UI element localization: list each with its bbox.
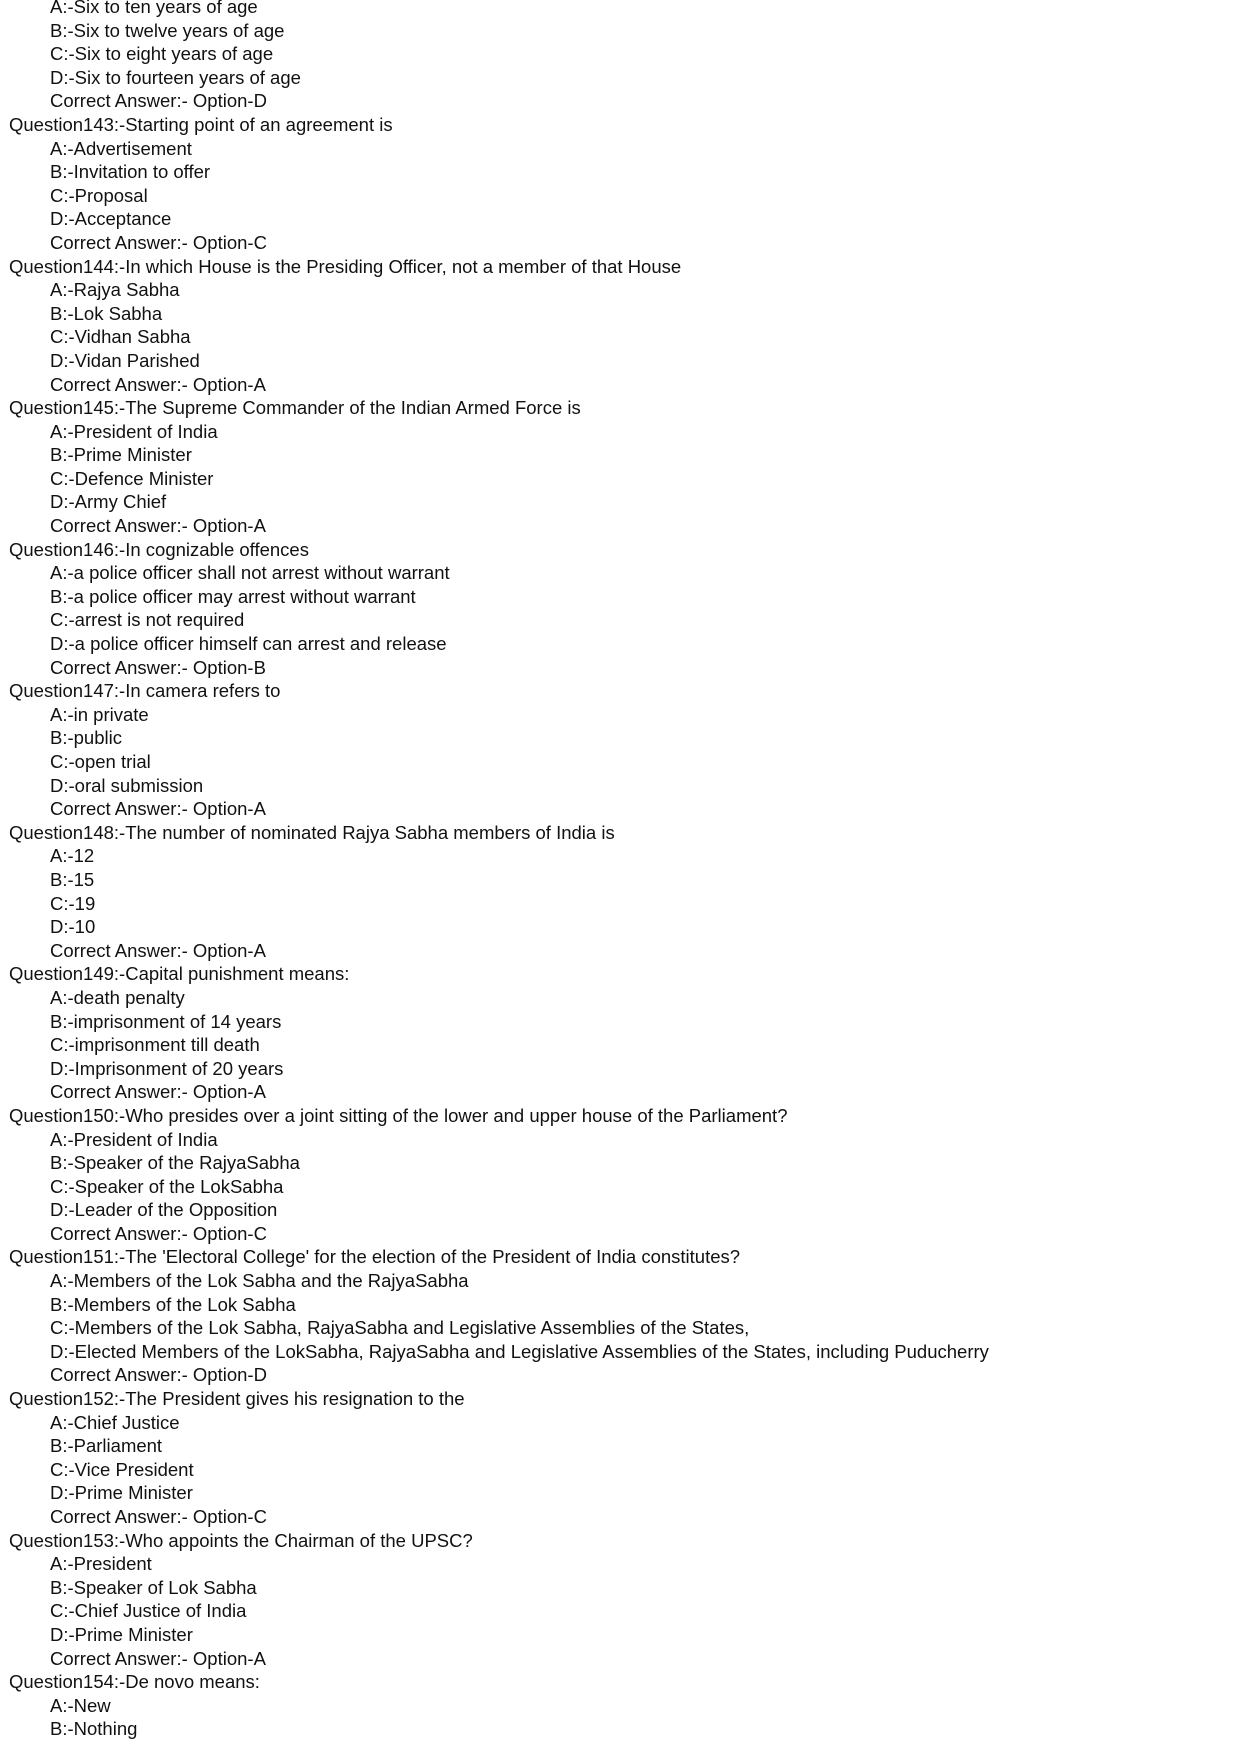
question-text: Question153:-Who appoints the Chairman of the UPSC? [9,1529,473,1551]
question-block [0,255,1240,397]
correct-answer-line: Correct Answer:- Option-C [50,231,267,253]
question-block [0,396,1240,538]
option-line: D:-Imprisonment of 20 years [50,1057,284,1079]
question-list [0,113,1240,1741]
question-block [0,1387,1240,1529]
option-line: D:-Vidan Parished [50,349,200,371]
option-line: B:-Six to twelve years of age [50,19,285,41]
question-text: Question151:-The 'Electoral College' for the election of the President of India constitutes? [9,1246,741,1268]
option-line: C:-imprisonment till death [50,1034,260,1056]
option-line: C:-Defence Minister [50,467,214,489]
option-line: B:-Nothing [50,1718,138,1740]
question-text: Question152:-The President gives his resignation to the [9,1388,465,1410]
question-block [0,679,1240,821]
question-block [0,113,1240,255]
option-line: D:-Acceptance [50,208,172,230]
option-line: D:-oral submission [50,774,204,796]
question-block [0,1529,1240,1671]
question-text: Question145:-The Supreme Commander of the Indian Armed Force is [9,397,581,419]
correct-answer-line: Correct Answer:- Option-A [50,1647,266,1669]
question-text: Question143:-Starting point of an agreement is [9,113,393,135]
option-line: B:-Parliament [50,1435,163,1457]
correct-answer-line: Correct Answer:- Option-A [50,939,266,961]
question-block [0,821,1240,963]
option-line: D:-10 [50,916,96,938]
option-line: C:-open trial [50,751,151,772]
question-text: Question148:-The number of nominated Rajya Sabha members of India is [9,821,615,843]
option-line: A:-President of India [50,1128,218,1150]
option-line: C:-Vidhan Sabha [50,326,191,348]
option-line: A:-Six to ten years of age [50,0,258,17]
question-block [0,962,1240,1104]
correct-answer-line: Correct Answer:- Option-A [50,798,266,820]
question-block [0,538,1240,680]
option-line: B:-Speaker of Lok Sabha [50,1576,257,1598]
option-line: D:-a police officer himself can arrest and release [50,633,447,655]
option-line: D:-Prime Minister [50,1623,193,1645]
correct-answer-line: Correct Answer:- Option-A [50,515,266,537]
option-line: A:-President [50,1553,152,1575]
correct-answer-line: Correct Answer:- Option-D [50,90,267,112]
option-line: C:-19 [50,892,96,914]
option-line: C:-Vice President [50,1458,194,1480]
correct-answer-line: Correct Answer:- Option-A [50,373,266,395]
option-line: C:-Six to eight years of age [50,43,274,65]
question-text: Question149:-Capital punishment means: [9,963,350,985]
option-line: D:-Army Chief [50,491,167,513]
correct-answer-line: Correct Answer:- Option-C [50,1222,267,1244]
option-line: C:-arrest is not required [50,609,245,631]
option-line: A:-Members of the Lok Sabha and the RajyaSabha [50,1270,469,1292]
option-line: B:-Prime Minister [50,444,192,466]
question-block [0,1104,1240,1246]
question-text: Question147:-In camera refers to [9,680,281,702]
option-line: B:-public [50,727,122,749]
option-line: C:-Proposal [50,184,148,206]
option-line: C:-Chief Justice of India [50,1600,247,1622]
correct-answer-line: Correct Answer:- Option-A [50,1081,266,1103]
question-142-tail [0,0,1240,113]
question-text: Question154:-De novo means: [9,1671,260,1693]
option-line: A:-in private [50,703,149,725]
option-line: A:-death penalty [50,986,185,1008]
option-line: A:-Advertisement [50,137,192,159]
option-line: A:-a police officer shall not arrest without warrant [50,562,450,584]
option-line: A:-Rajya Sabha [50,279,180,301]
option-line: D:-Six to fourteen years of age [50,66,301,88]
option-line: B:-Lok Sabha [50,302,163,324]
option-line: A:-12 [50,845,95,867]
option-line: D:-Leader of the Opposition [50,1199,278,1221]
option-line: C:-Members of the Lok Sabha, RajyaSabha and Legislative Assemblies of the States, [50,1317,750,1339]
question-block [0,1245,1240,1387]
option-line: B:-15 [50,868,95,890]
question-text: Question146:-In cognizable offences [9,538,309,560]
option-line: B:-Members of the Lok Sabha [50,1293,296,1315]
option-line: A:-New [50,1694,111,1716]
correct-answer-line: Correct Answer:- Option-B [50,656,266,678]
option-line: D:-Prime Minister [50,1482,193,1504]
correct-answer-line: Correct Answer:- Option-D [50,1364,267,1386]
option-line: B:-Invitation to offer [50,161,211,183]
option-line: A:-Chief Justice [50,1411,180,1433]
option-line: C:-Speaker of the LokSabha [50,1175,284,1197]
correct-answer-line: Correct Answer:- Option-C [50,1506,267,1527]
question-text: Question150:-Who presides over a joint sitting of the lower and upper house of the Parliament? [9,1104,788,1126]
question-text: Question144:-In which House is the Presiding Officer, not a member of that House [9,255,682,277]
option-line: B:-a police officer may arrest without warrant [50,585,416,607]
option-line: D:-Elected Members of the LokSabha, RajyaSabha and Legislative Assemblies of the States, including Puducherry [50,1340,989,1362]
option-line: B:-imprisonment of 14 years [50,1010,282,1032]
option-line: A:-President of India [50,420,218,442]
option-line: B:-Speaker of the RajyaSabha [50,1152,300,1174]
question-block [0,1670,1240,1741]
